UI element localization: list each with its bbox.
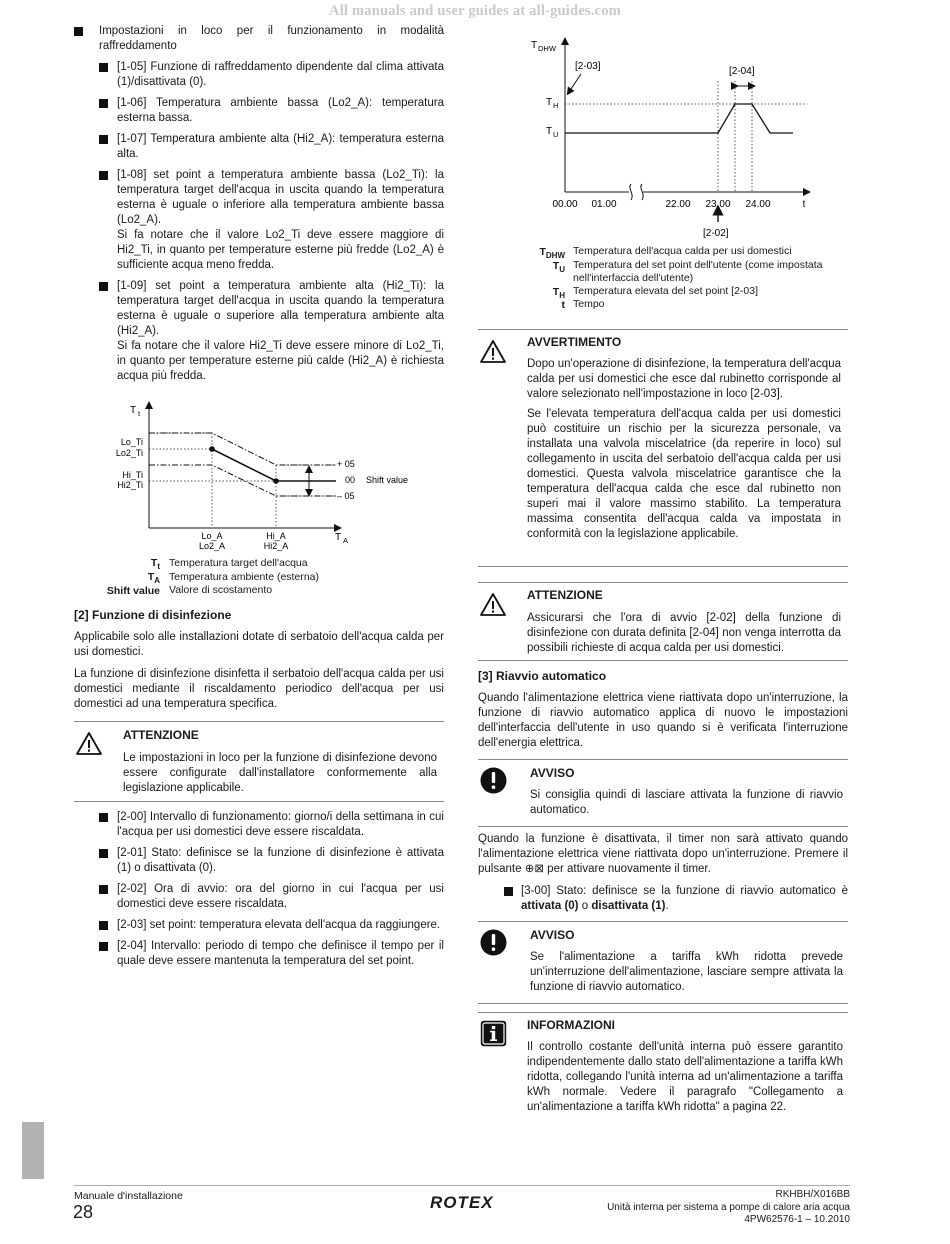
list-item: [2-01] Stato: definisce se la funzione di disinfezione è attivata (1) o disattivata (0). (99, 846, 444, 876)
warning-title: AVVERTIMENTO (527, 335, 622, 349)
divider (478, 566, 848, 567)
footer-description: Unità interna per sistema a pompe di calore aria acqua (607, 1201, 850, 1213)
legend-key-sub: A (154, 576, 160, 586)
list-item-text: [3-00] Stato: definisce se la funzione di riavvio automatico è (521, 885, 848, 897)
y-axis-label: T (130, 405, 137, 416)
notice-title: AVVISO (530, 766, 575, 780)
caution-text: Assicurarsi che l'ora di avvio [2-02] della funzione di disinfezione con durata definita [2-04] non venga interrotta da possibili richieste di acqua calda per usi domestici. (527, 612, 841, 654)
info-title: INFORMAZIONI (527, 1018, 615, 1032)
x-label: Hi_A (266, 531, 286, 541)
info-box (527, 1018, 843, 1115)
legend-key-sub: DHW (545, 251, 565, 261)
legend-key-sub: H (559, 291, 565, 301)
warning-text: Se l'elevata temperatura dell'acqua calda per usi domestici può costituire un rischio per la sicurezza personale, va installata una valvola miscelatrice (da reperire in loco) sul collegamento in uscita del serbatoio dell'acqua calda per usi domestici. Questa valvola miscelatrice garantisce che la temperatura dell'acqua calda che esce dal rubinetto non superi mai il valore massimo stabilito. La temperatura massima consentita dell'acqua calda va impostata in conformità con la legislazione applicabile. (527, 408, 841, 540)
section-auto-restart (478, 669, 848, 751)
legend-key-text: T (552, 260, 560, 272)
warning-text: Dopo un'operazione di disinfezione, la temperatura dell'acqua calda per usi domestici che esce dal rubinetto corrisponde al valore selezionato nell'impostazione in loco [2-03]. (527, 358, 841, 400)
legend-key-text: T (552, 286, 560, 298)
divider (74, 721, 444, 722)
divider (478, 921, 848, 922)
legend-key-text: Shift value (106, 585, 160, 597)
paragraph (478, 832, 848, 877)
list-item: [1-06] Temperatura ambiente bassa (Lo2_A): temperatura esterna bassa. (99, 96, 444, 126)
paragraph: Applicabile solo alle installazioni dotate di serbatoio dell'acqua calda per usi domestici. (74, 631, 444, 658)
divider (478, 660, 848, 661)
shift-value-label: Shift value (366, 475, 409, 485)
list-item: [2-00] Intervallo di funzionamento: giorno/i della settimana in cui l'acqua per usi domestici deve essere riscaldata. (99, 810, 444, 840)
x-tick: 01.00 (591, 199, 617, 210)
legend-text: Tempo (573, 298, 605, 310)
list-item: [1-07] Temperatura ambiente alta (Hi2_A): temperatura esterna alta. (99, 132, 444, 162)
exclamation-icon (480, 767, 507, 794)
x-tick: t (802, 199, 806, 210)
tu-label: T (546, 126, 553, 137)
th-sub: H (553, 101, 559, 110)
y-axis-label: T (531, 40, 538, 51)
warning-box (527, 335, 841, 542)
dhw-temperature-graph (525, 36, 825, 241)
notice-box-1 (530, 766, 843, 818)
legend-key-text: T (147, 571, 155, 583)
list-item-bold: attivata (0) (521, 900, 579, 912)
y-label: Lo_Ti (120, 437, 143, 447)
divider (478, 1003, 848, 1004)
x-label: Hi2_A (263, 541, 289, 551)
list-item-text: o (581, 900, 589, 912)
list-item: [2-02] Ora di avvio: ora del giorno in cui l'acqua per usi domestici deve essere riscaldata. (99, 882, 444, 912)
paragraph-text: Quando la funzione è disattivata, il timer non sarà attivato quando l'alimentazione elettrica viene riattivata dopo un'interruzione. Premere il pulsante (478, 833, 848, 875)
notice-text: Si consiglia quindi di lasciare attivata la funzione di riavvio automatico. (530, 789, 843, 816)
page-number: 28 (73, 1202, 94, 1222)
footer-divider (74, 1185, 850, 1186)
legend-key (80, 584, 160, 599)
legend-text: Valore di scostamento (169, 584, 273, 596)
paragraph: Quando l'alimentazione elettrica viene riattivata dopo un'interruzione, la funzione di riavvio automatico applica di nuovo le impostazioni dell'interfaccia dell'utente in uso quando si è verificata l'interruzione dell'energia elettrica. (478, 692, 848, 749)
info-text: Il controllo costante dell'unità interna può essere garantito indipendentemente dallo stato dell'alimentazione a tariffa kWh ridotta, collegando l'unità interna ad un'alimentazione a tariffa kWh normale. Vedere il paragrafo "Collegamento a un'alimentazione a tariffa kWh ridotta" a pagina 22. (527, 1041, 843, 1113)
caution-text: Le impostazioni in loco per la funzione di disinfezione devono essere configurate dall'installatore conformemente alla legislazione applicabile. (123, 752, 437, 794)
y-axis-sub: t (138, 409, 141, 418)
list-item-text: . (665, 900, 669, 912)
auto-restart-list (504, 884, 848, 914)
legend-text: Temperatura elevata del set point [2-03] (573, 285, 759, 297)
legend-key-sub: U (559, 265, 565, 275)
x-tick: 24.00 (745, 199, 771, 210)
list-item-note: Si fa notare che il valore Lo2_Ti deve essere maggiore di Hi2_Ti, in quanto per temperature esterne più fredde (Lo2_A) è sufficiente acqua meno fredda. (117, 229, 444, 271)
legend-key-text: t (561, 299, 565, 311)
list-item-text: [1-09] set point a temperatura ambiente alta (Hi2_Ti): la temperatura target dell'acqua in uscita quando la temperatura esterna è uguale o superiore alla temperatura ambiente alta (Hi2_A). (117, 280, 444, 337)
y-axis-sub: DHW (538, 44, 556, 53)
footer-manual-title: Manuale d'installazione (74, 1190, 183, 1202)
divider (74, 801, 444, 802)
chapter-tab-marker (22, 1122, 44, 1179)
list-item: [1-05] Funzione di raffreddamento dipendente dal clima attivata (1)/disattivata (0). (99, 60, 444, 90)
legend-text: Temperatura dell'acqua calda per usi domestici (573, 245, 792, 257)
legend-key-sub: t (157, 562, 160, 572)
warning-triangle-icon (75, 731, 103, 756)
info-icon (480, 1020, 507, 1047)
left-column (74, 24, 444, 384)
section-disinfection (74, 608, 444, 712)
x-axis-label: T (335, 532, 342, 543)
x-tick: 22.00 (665, 199, 691, 210)
list-item-note: Si fa notare che il valore Hi2_Ti deve essere minore di Lo2_Ti, in quanto per temperature esterne più calde (Hi2_A) è richiesta acqua più fredda. (117, 340, 444, 382)
notice-text: Se l'alimentazione a tariffa kWh ridotta prevede un'interruzione dell'alimentazione, lasciare sempre attivata la funzione di riavvio automatico. (530, 951, 843, 993)
x-tick: 23.00 (705, 199, 731, 210)
footer-code: 4PW62576-1 – 10.2010 (744, 1214, 850, 1225)
divider (478, 329, 848, 330)
x-axis-sub: A (343, 536, 349, 545)
footer-model: RKHBH/X016BB (775, 1189, 850, 1200)
divider (478, 759, 848, 760)
legend-key (515, 298, 565, 313)
tu-sub: U (553, 130, 559, 139)
divider (478, 826, 848, 827)
shift-label: + 05 (337, 459, 355, 469)
shift-label: – 05 (337, 491, 355, 501)
brand-logo: ROTEX (430, 1193, 494, 1212)
annotation-2-04: [2-04] (729, 66, 755, 77)
y-label: Lo2_Ti (115, 448, 143, 458)
divider (478, 1012, 848, 1013)
x-label: Lo2_A (198, 541, 226, 551)
y-label: Hi_Ti (122, 470, 143, 480)
legend-text: Temperatura ambiente (esterna) (169, 571, 319, 583)
list-item: [2-03] set point: temperatura elevata dell'acqua da raggiungere. (99, 918, 444, 933)
caution-box-2 (527, 588, 841, 656)
legend-key (515, 259, 565, 277)
x-label: Lo_A (201, 531, 223, 541)
intro-bullet: Impostazioni in loco per il funzionamento in modalità raffreddamento (74, 24, 444, 54)
warning-triangle-icon (479, 339, 507, 364)
th-label: T (546, 97, 553, 108)
notice-box-2 (530, 928, 843, 995)
list-item (99, 168, 444, 273)
caution-title: ATTENZIONE (527, 588, 603, 602)
list-item-bold: disattivata (1) (591, 900, 666, 912)
sub-bullet-list (99, 60, 444, 384)
warning-triangle-icon (479, 592, 507, 617)
annotation-2-02: [2-02] (703, 228, 729, 239)
legend-key-text: T (150, 557, 158, 569)
divider (478, 582, 848, 583)
section-title: [2] Funzione di disinfezione (74, 608, 232, 622)
shift-label: 00 (345, 475, 356, 485)
list-item: [2-04] Intervallo: periodo di tempo che definisce il tempo per il quale deve essere mantenuta la temperatura del set point. (99, 939, 444, 969)
watermark: All manuals and user guides at all-guides.com (329, 3, 621, 19)
caution-box-1 (123, 728, 437, 796)
shift-value-graph (100, 395, 430, 555)
section-title: [3] Riavvio automatico (478, 669, 607, 683)
timer-button-icon: ⊕⊠ (524, 863, 544, 875)
caution-title: ATTENZIONE (123, 728, 199, 742)
list-item-text: [1-08] set point a temperatura ambiente bassa (Lo2_Ti): la temperatura target dell'acqua in uscita quando la temperatura esterna è uguale o inferiore alla temperatura ambiente bassa (Lo2_A). (117, 169, 444, 226)
legend-text: Temperatura target dell'acqua (169, 557, 308, 569)
legend-text: Temperatura del set point dell'utente (come impostata nell'interfaccia dell'utente) (573, 259, 823, 284)
disinfection-settings-list (99, 810, 444, 969)
legend-key-text: T (539, 246, 546, 258)
notice-title: AVVISO (530, 928, 575, 942)
list-item (504, 884, 848, 914)
x-tick: 00.00 (552, 199, 578, 210)
exclamation-icon (480, 929, 507, 956)
paragraph-text: per attivare nuovamente il timer. (547, 863, 711, 875)
list-item (99, 279, 444, 384)
paragraph: La funzione di disinfezione disinfetta il serbatoio dell'acqua calda per usi domestici mediante il riscaldamento periodico dell'acqua per usi domestici ad una temperatura specifica. (74, 668, 444, 710)
y-label: Hi2_Ti (117, 480, 143, 490)
annotation-2-03: [2-03] (575, 61, 601, 72)
footer-info (607, 1189, 850, 1227)
